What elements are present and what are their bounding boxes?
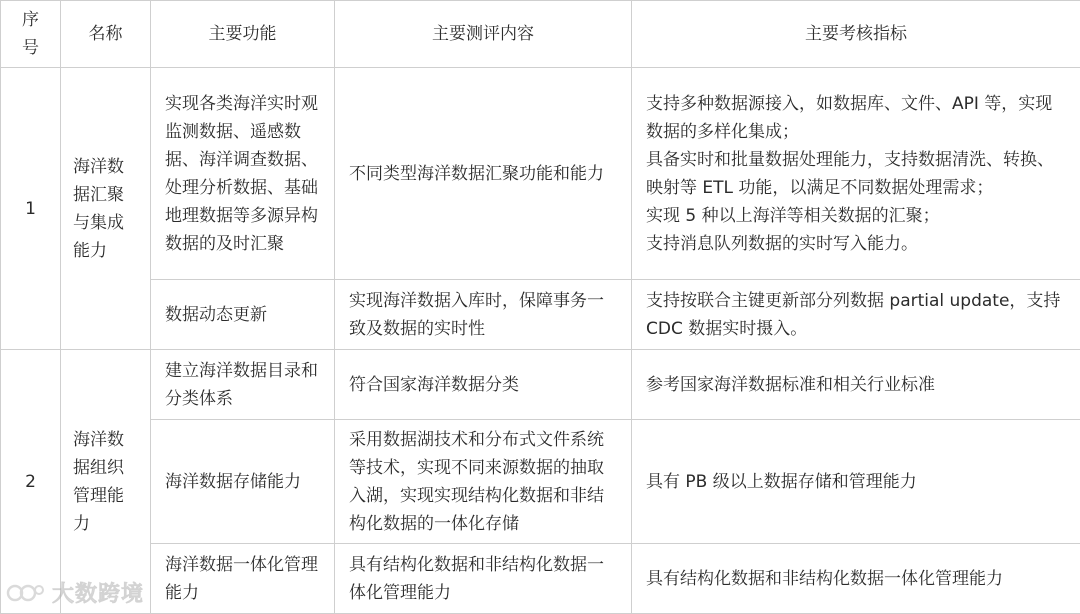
brand-logo-icon	[6, 580, 46, 606]
header-no-line2: 号	[7, 34, 54, 62]
row-function: 建立海洋数据目录和分类体系	[151, 350, 335, 420]
row-evaluation: 实现海洋数据入库时，保障事务一致及数据的实时性	[335, 280, 632, 350]
row-evaluation: 采用数据湖技术和分布式文件系统等技术，实现不同来源数据的抽取入湖，实现实现结构化数据和非结构化数据的一体化存储	[335, 420, 632, 544]
indicator-line: 具有结构化数据和非结构化数据一体化管理能力	[646, 565, 1066, 593]
indicator-line: 实现 5 种以上海洋等相关数据的汇聚；	[646, 202, 1066, 230]
row-evaluation: 具有结构化数据和非结构化数据一体化管理能力	[335, 544, 632, 614]
indicator-line: 参考国家海洋数据标准和相关行业标准	[646, 371, 1066, 399]
row-indicators	[632, 420, 1080, 544]
header-function: 主要功能	[151, 1, 335, 68]
row-indicators	[632, 350, 1080, 420]
header-no-line1: 序	[7, 6, 54, 34]
watermark	[6, 577, 144, 608]
table-header-row	[1, 1, 1080, 68]
row-function: 数据动态更新	[151, 280, 335, 350]
row-function: 实现各类海洋实时观监测数据、遥感数据、海洋调查数据、处理分析数据、基础地理数据等多源异构数据的及时汇聚	[151, 68, 335, 280]
indicator-line: 支持消息队列数据的实时写入能力。	[646, 230, 1066, 258]
header-no	[1, 1, 61, 68]
indicator-line: 具有 PB 级以上数据存储和管理能力	[646, 468, 1066, 496]
indicator-line: 支持按联合主键更新部分列数据 partial update，支持 CDC 数据实时摄入。	[646, 287, 1066, 343]
row-number: 2	[1, 350, 61, 614]
indicator-line: 具备实时和批量数据处理能力，支持数据清洗、转换、映射等 ETL 功能，以满足不同数据处理需求；	[646, 146, 1066, 202]
row-indicators	[632, 280, 1080, 350]
row-name: 海洋数据组织管理能力	[61, 350, 151, 614]
row-indicators	[632, 544, 1080, 614]
watermark-text: 大数跨境	[52, 577, 144, 608]
row-function: 海洋数据一体化管理能力	[151, 544, 335, 614]
table-row	[1, 280, 1080, 350]
row-number: 1	[1, 68, 61, 350]
table-row	[1, 68, 1080, 280]
header-indicators: 主要考核指标	[632, 1, 1080, 68]
row-function: 海洋数据存储能力	[151, 420, 335, 544]
table-row	[1, 350, 1080, 420]
header-name: 名称	[61, 1, 151, 68]
row-indicators	[632, 68, 1080, 280]
row-name: 海洋数据汇聚与集成能力	[61, 68, 151, 350]
indicator-line: 支持多种数据源接入，如数据库、文件、API 等，实现数据的多样化集成；	[646, 90, 1066, 146]
header-evaluation: 主要测评内容	[335, 1, 632, 68]
row-evaluation: 符合国家海洋数据分类	[335, 350, 632, 420]
table-row	[1, 420, 1080, 544]
table-row	[1, 544, 1080, 614]
row-evaluation: 不同类型海洋数据汇聚功能和能力	[335, 68, 632, 280]
